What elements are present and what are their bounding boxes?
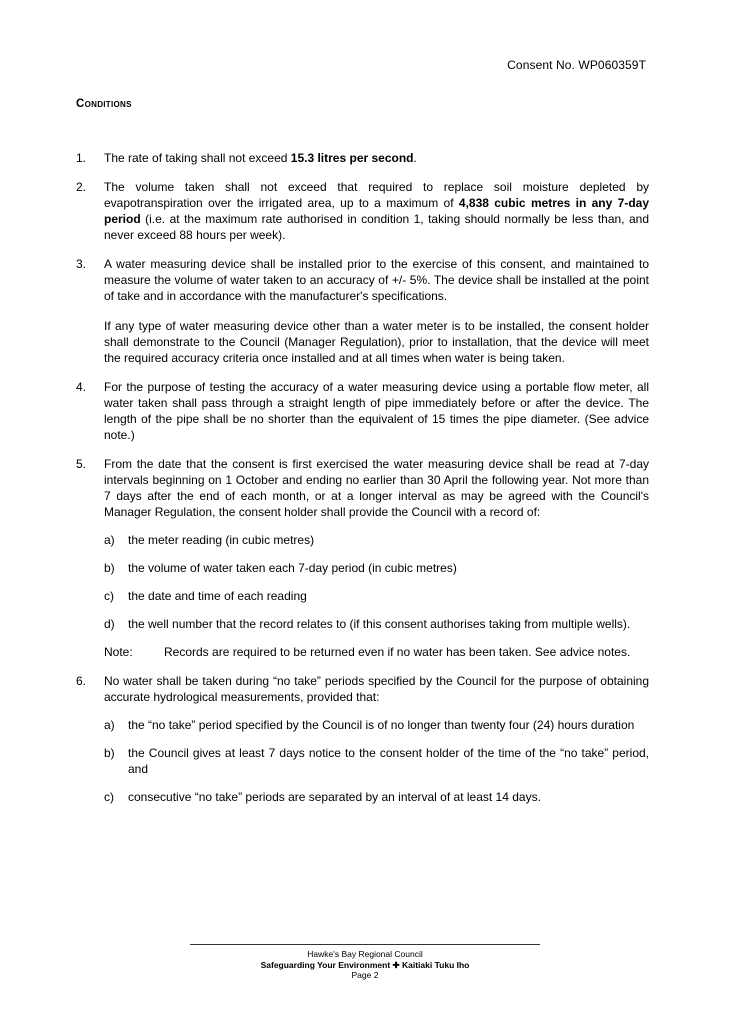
condition-1 [76, 150, 649, 166]
list-letter: b) [104, 746, 115, 760]
page-number: Page 2 [351, 970, 379, 980]
condition-number: 1. [76, 151, 87, 165]
volume-limit: 4,838 cubic metres in any 7-day period [104, 196, 649, 226]
list-item-text: consecutive “no take” periods are separated by an interval of at least 14 days. [128, 790, 541, 804]
consent-number: Consent No. WP060359T [507, 58, 646, 72]
list-item-text: the Council gives at least 7 days notice to the consent holder of the time of the “no take” period, and [128, 746, 649, 776]
list-item [104, 532, 649, 548]
list-letter: b) [104, 561, 115, 575]
condition-3 [76, 256, 649, 366]
condition-text: For the purpose of testing the accuracy of a water measuring device using a portable flow meter, all water taken shall pass through a straight length of pipe immediately before or after the device. The length of the pipe shall be no shorter than the equivalent of 15 times the pipe diameter. (See advice note.) [104, 380, 649, 442]
condition-6 [76, 673, 649, 805]
condition-number: 3. [76, 257, 87, 271]
list-letter: c) [104, 589, 114, 603]
list-letter: c) [104, 790, 114, 804]
condition-2 [76, 179, 649, 243]
list-item [104, 588, 649, 604]
list-item [104, 717, 649, 733]
list-item-text: the volume of water taken each 7-day period (in cubic metres) [128, 561, 457, 575]
condition-4 [76, 379, 649, 443]
note-text: Records are required to be returned even if no water has been taken. See advice notes. [164, 645, 631, 659]
section-heading: Conditions [76, 98, 132, 110]
note [104, 644, 649, 660]
list-item-text: the “no take” period specified by the Council is of no longer than twenty four (24) hours duration [128, 718, 635, 732]
condition-text: The volume taken shall not exceed that required to replace soil moisture depleted by evapotranspiration over the irrigated area, up to a maximum of 4,838 cubic metres in any 7-day period (i.e. at the maximum rate authorised in condition 1, taking should normally be less than, and never exceed 88 hours per week). [104, 180, 649, 242]
condition-number: 6. [76, 674, 87, 688]
footer-organization: Hawke's Bay Regional Council [307, 949, 423, 959]
page-footer [190, 944, 540, 981]
list-item [104, 789, 649, 805]
conditions-list [76, 150, 649, 818]
condition-paragraph: A water measuring device shall be installed prior to the exercise of this consent, and maintained to measure the volume of water taken to an accuracy of +/- 5%. The device shall be installed at the point of take and in accordance with the manufacturer's specifications. [104, 257, 649, 303]
condition-number: 2. [76, 180, 87, 194]
condition-5 [76, 456, 649, 660]
rate-limit: 15.3 litres per second [290, 151, 414, 165]
footer-tagline: Safeguarding Your Environment ✚ Kaitiaki Tuku Iho [260, 959, 470, 970]
list-letter: d) [104, 617, 115, 631]
list-item [104, 560, 649, 576]
note-label: Note: [104, 645, 133, 659]
list-item [104, 745, 649, 777]
list-item [104, 616, 649, 632]
list-item-text: the date and time of each reading [128, 589, 307, 603]
condition-number: 5. [76, 457, 87, 471]
list-item-text: the well number that the record relates to (if this consent authorises taking from multiple wells). [128, 617, 631, 631]
condition-number: 4. [76, 380, 87, 394]
list-letter: a) [104, 533, 115, 547]
list-item-text: the meter reading (in cubic metres) [128, 533, 315, 547]
condition-paragraph: If any type of water measuring device other than a water meter is to be installed, the consent holder shall demonstrate to the Council (Manager Regulation), prior to installation, that the device will meet the required accuracy criteria once installed and at all times when water is being taken. [104, 319, 649, 365]
condition-text: From the date that the consent is first exercised the water measuring device shall be read at 7-day intervals beginning on 1 October and ending no earlier than 30 April the following year. Not more than 7 days after the end of each month, or at a longer interval as may be agreed with the Council's Manager Regulation, the consent holder shall provide the Council with a record of: [104, 457, 649, 519]
condition-text: No water shall be taken during “no take” periods specified by the Council for the purpose of obtaining accurate hydrological measurements, provided that: [104, 674, 649, 704]
list-letter: a) [104, 718, 115, 732]
condition-text: The rate of taking shall not exceed 15.3 litres per second. [104, 151, 417, 165]
